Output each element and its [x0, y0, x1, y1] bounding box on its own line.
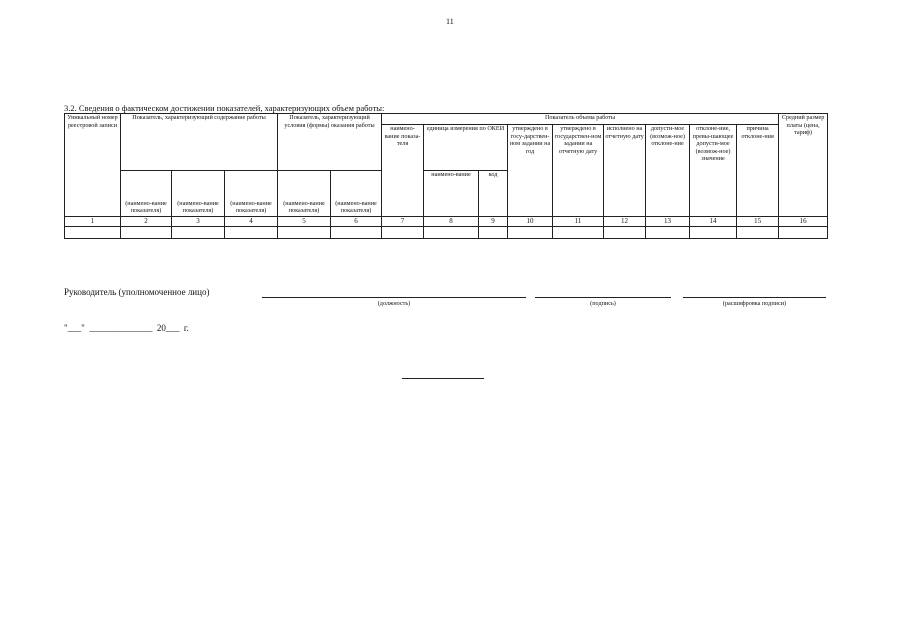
- subheader-unit-code: код: [479, 171, 508, 216]
- column-number: 1: [65, 216, 121, 226]
- subheader-indicator-name: (наимено-вание показателя): [225, 171, 278, 216]
- column-number: 5: [278, 216, 331, 226]
- subheader-indicator-name: (наимено-вание показателя): [331, 171, 382, 216]
- column-number: 15: [737, 216, 779, 226]
- page-number: 11: [446, 17, 454, 26]
- header-approved-year: утверждено в госу-дарствен-ном задании на год: [508, 125, 553, 217]
- subheader-unit-name: наимено-вание: [424, 171, 479, 216]
- column-number: 12: [604, 216, 646, 226]
- header-deviation-reason: причина отклоне-ния: [737, 125, 779, 217]
- subheader-indicator-name: (наимено-вание показателя): [278, 171, 331, 216]
- column-number: 7: [382, 216, 424, 226]
- column-number: 14: [690, 216, 737, 226]
- section-title: 3.2. Сведения о фактическом достижении показателей, характеризующих объем работы:: [64, 103, 385, 113]
- header-volume-name: наимено-вание показа-теля: [382, 125, 424, 217]
- column-number: 4: [225, 216, 278, 226]
- signature-decoding-caption: (расшифровка подписи): [722, 300, 787, 307]
- column-number: 10: [508, 216, 553, 226]
- header-average-fee: Средний размер платы (цена, тариф): [779, 114, 828, 217]
- position-line: [262, 297, 526, 298]
- table-row-empty: [65, 226, 828, 238]
- header-conditions-indicator: Показатель, характеризующий условия (формы) оказания работы: [278, 114, 382, 171]
- column-number: 9: [479, 216, 508, 226]
- header-unique-number: Уникальный номер реестровой записи: [65, 114, 121, 217]
- header-content-indicator: Показатель, характеризующий содержание работы: [121, 114, 278, 171]
- signature-line: [535, 297, 671, 298]
- header-unit-okei: единица измерения по ОКЕИ: [424, 125, 508, 171]
- footnote-separator: [402, 378, 484, 379]
- subheader-indicator-name: (наимено-вание показателя): [172, 171, 225, 216]
- column-number: 16: [779, 216, 828, 226]
- date-field: "___" ______________ 20___ г.: [64, 323, 189, 333]
- column-number: 8: [424, 216, 479, 226]
- column-number: 13: [646, 216, 690, 226]
- header-allowed-deviation: допусти-мое (возмож-ное) отклоне-ние: [646, 125, 690, 217]
- header-approved-report-date: утверждено в государствен-ном задании на отчетную дату: [553, 125, 604, 217]
- column-number: 11: [553, 216, 604, 226]
- subheader-indicator-name: (наимено-вание показателя): [121, 171, 172, 216]
- header-executed: исполнено на отчетную дату: [604, 125, 646, 217]
- signature-caption: (подпись): [590, 300, 616, 307]
- header-volume-indicator: Показатель объема работы: [382, 114, 779, 125]
- signature-decoding-line: [683, 297, 826, 298]
- indicators-table: [64, 113, 828, 239]
- column-number: 3: [172, 216, 225, 226]
- signer-label: Руководитель (уполномоченное лицо): [64, 287, 210, 297]
- header-exceeding-deviation: отклоне-ние, превы-шающее допусти-мое (возмож-ное) значение: [690, 125, 737, 217]
- column-number: 6: [331, 216, 382, 226]
- position-caption: (должность): [377, 300, 411, 307]
- column-number: 2: [121, 216, 172, 226]
